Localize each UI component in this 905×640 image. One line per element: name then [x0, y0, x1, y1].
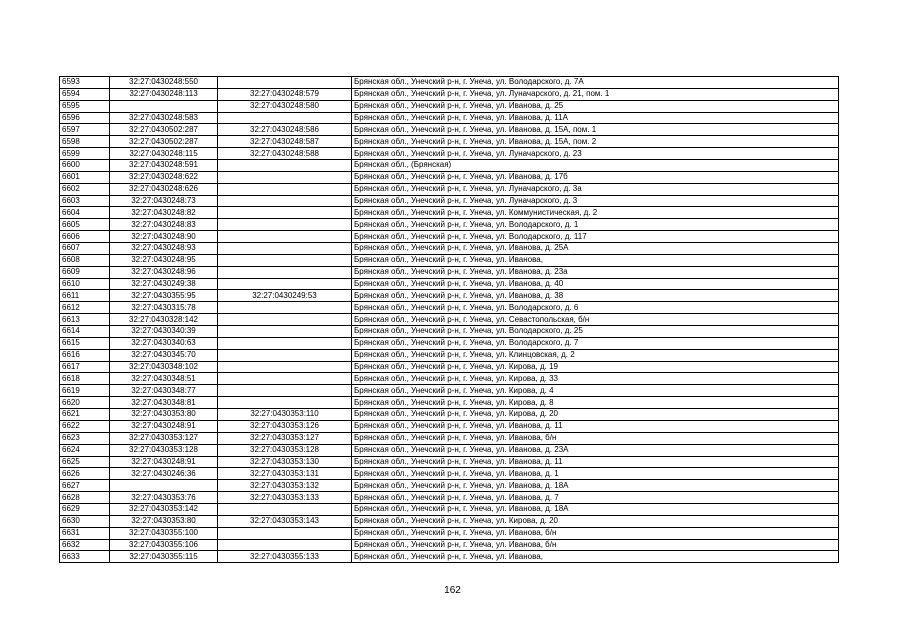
related-cadastral-number-cell: [218, 219, 352, 231]
address-cell: Брянская обл., Унечский р-н, г. Унеча, ул. Иванова, б/н: [352, 539, 839, 551]
related-cadastral-number-cell: [218, 539, 352, 551]
table-row: [60, 397, 839, 409]
cadastral-number-cell: 32:27:0430315:78: [110, 302, 218, 314]
address-cell: Брянская обл., Унечский р-н, г. Унеча, ул. Иванова, д. 25: [352, 100, 839, 112]
cadastral-number-cell: 32:27:0430248:91: [110, 420, 218, 432]
related-cadastral-number-cell: [218, 254, 352, 266]
related-cadastral-number-cell: [218, 527, 352, 539]
table-row: [60, 551, 839, 563]
cadastral-number-cell: 32:27:0430248:591: [110, 160, 218, 172]
related-cadastral-number-cell: 32:27:0430249:53: [218, 290, 352, 302]
address-cell: Брянская обл., Унечский р-н, г. Унеча, ул. Луначарского, д. 3а: [352, 183, 839, 195]
table-row: [60, 290, 839, 302]
table-row: [60, 243, 839, 255]
cadastral-number-cell: 32:27:0430249:38: [110, 278, 218, 290]
cadastral-number-cell: 32:27:0430248:91: [110, 456, 218, 468]
related-cadastral-number-cell: 32:27:0430353:133: [218, 492, 352, 504]
address-cell: Брянская обл., Унечский р-н, г. Унеча, ул. Кирова, д. 20: [352, 515, 839, 527]
row-number-cell: 6628: [60, 492, 110, 504]
row-number-cell: 6607: [60, 243, 110, 255]
cadastral-number-cell: 32:27:0430248:113: [110, 88, 218, 100]
cadastral-number-cell: 32:27:0430502:287: [110, 136, 218, 148]
related-cadastral-number-cell: 32:27:0430248:587: [218, 136, 352, 148]
cadastral-number-cell: 32:27:0430353:76: [110, 492, 218, 504]
table-row: [60, 503, 839, 515]
table-row: [60, 361, 839, 373]
cadastral-number-cell: 32:27:0430340:39: [110, 326, 218, 338]
row-number-cell: 6626: [60, 468, 110, 480]
address-cell: Брянская обл., Унечский р-н, г. Унеча, ул. Луначарского, д. 3: [352, 195, 839, 207]
address-cell: Брянская обл., Унечский р-н, г. Унеча, ул. Луначарского, д. 23: [352, 148, 839, 160]
cadastral-number-cell: 32:27:0430246:36: [110, 468, 218, 480]
row-number-cell: 6602: [60, 183, 110, 195]
table-row: [60, 373, 839, 385]
address-cell: Брянская обл., Унечский р-н, г. Унеча, ул. Луначарского, д. 21, пом. 1: [352, 88, 839, 100]
address-cell: Брянская обл., Унечский р-н, г. Унеча, ул. Кирова, д. 19: [352, 361, 839, 373]
cadastral-number-cell: 32:27:0430502:287: [110, 124, 218, 136]
cadastral-number-cell: 32:27:0430248:95: [110, 254, 218, 266]
row-number-cell: 6598: [60, 136, 110, 148]
row-number-cell: 6633: [60, 551, 110, 563]
cadastral-number-cell: 32:27:0430348:51: [110, 373, 218, 385]
address-cell: Брянская обл., Унечский р-н, г. Унеча, ул. Иванова, д. 11: [352, 420, 839, 432]
related-cadastral-number-cell: [218, 171, 352, 183]
related-cadastral-number-cell: 32:27:0430353:126: [218, 420, 352, 432]
row-number-cell: 6616: [60, 349, 110, 361]
table-row: [60, 468, 839, 480]
cadastral-number-cell: 32:27:0430248:90: [110, 231, 218, 243]
address-cell: Брянская обл., Унечский р-н, г. Унеча, ул. Иванова, д. 18А: [352, 480, 839, 492]
table-row: [60, 539, 839, 551]
related-cadastral-number-cell: [218, 231, 352, 243]
row-number-cell: 6604: [60, 207, 110, 219]
table-row: [60, 385, 839, 397]
related-cadastral-number-cell: 32:27:0430353:110: [218, 409, 352, 421]
cadastral-number-cell: 32:27:0430248:550: [110, 77, 218, 89]
related-cadastral-number-cell: 32:27:0430248:588: [218, 148, 352, 160]
address-cell: Брянская обл., Унечский р-н, г. Унеча, ул. Иванова, д. 17б: [352, 171, 839, 183]
cadastral-number-cell: [110, 480, 218, 492]
table-row: [60, 112, 839, 124]
related-cadastral-number-cell: [218, 112, 352, 124]
row-number-cell: 6631: [60, 527, 110, 539]
cadastral-number-cell: 32:27:0430353:142: [110, 503, 218, 515]
address-cell: Брянская обл., Унечский р-н, г. Унеча, ул. Володарского, д. 6: [352, 302, 839, 314]
table-row: [60, 314, 839, 326]
row-number-cell: 6620: [60, 397, 110, 409]
row-number-cell: 6624: [60, 444, 110, 456]
cadastral-number-cell: 32:27:0430328:142: [110, 314, 218, 326]
row-number-cell: 6603: [60, 195, 110, 207]
cadastral-number-cell: 32:27:0430348:102: [110, 361, 218, 373]
table-row: [60, 124, 839, 136]
table-row: [60, 254, 839, 266]
table-row: [60, 100, 839, 112]
row-number-cell: 6621: [60, 409, 110, 421]
related-cadastral-number-cell: [218, 337, 352, 349]
related-cadastral-number-cell: 32:27:0430248:586: [218, 124, 352, 136]
related-cadastral-number-cell: 32:27:0430248:579: [218, 88, 352, 100]
row-number-cell: 6596: [60, 112, 110, 124]
table-row: [60, 326, 839, 338]
table-row: [60, 444, 839, 456]
cadastral-number-cell: 32:27:0430340:63: [110, 337, 218, 349]
cadastral-number-cell: 32:27:0430248:83: [110, 219, 218, 231]
address-cell: Брянская обл., Унечский р-н, г. Унеча, ул. Иванова, д. 11А: [352, 112, 839, 124]
address-cell: Брянская обл., Унечский р-н, г. Унеча, ул. Кирова, д. 33: [352, 373, 839, 385]
address-cell: Брянская обл., Унечский р-н, г. Унеча, ул. Иванова, д. 15А, пом. 2: [352, 136, 839, 148]
cadastral-number-cell: 32:27:0430248:115: [110, 148, 218, 160]
related-cadastral-number-cell: [218, 314, 352, 326]
row-number-cell: 6599: [60, 148, 110, 160]
cadastral-number-cell: 32:27:0430353:80: [110, 515, 218, 527]
address-cell: Брянская обл., Унечский р-н, г. Унеча, ул. Иванова, д. 25А: [352, 243, 839, 255]
row-number-cell: 6630: [60, 515, 110, 527]
related-cadastral-number-cell: [218, 207, 352, 219]
related-cadastral-number-cell: [218, 349, 352, 361]
related-cadastral-number-cell: [218, 503, 352, 515]
address-cell: Брянская обл., Унечский р-н, г. Унеча, ул. Иванова, д. 7: [352, 492, 839, 504]
cadastral-number-cell: 32:27:0430248:82: [110, 207, 218, 219]
address-cell: Брянская обл., Унечский р-н, г. Унеча, ул. Кирова, д. 20: [352, 409, 839, 421]
table-row: [60, 278, 839, 290]
address-cell: Брянская обл., Унечский р-н, г. Унеча, ул. Севастопольская, б/н: [352, 314, 839, 326]
row-number-cell: 6595: [60, 100, 110, 112]
table-row: [60, 456, 839, 468]
address-cell: Брянская обл., Унечский р-н, г. Унеча, ул. Иванова, д. 23А: [352, 444, 839, 456]
table-row: [60, 302, 839, 314]
table-row: [60, 515, 839, 527]
property-registry-table: [59, 76, 839, 563]
cadastral-number-cell: 32:27:0430353:127: [110, 432, 218, 444]
address-cell: Брянская обл., Унечский р-н, г. Унеча, ул. Иванова, д. 1: [352, 468, 839, 480]
address-cell: Брянская обл., (Брянская): [352, 160, 839, 172]
table-row: [60, 266, 839, 278]
related-cadastral-number-cell: [218, 302, 352, 314]
cadastral-number-cell: 32:27:0430355:100: [110, 527, 218, 539]
related-cadastral-number-cell: [218, 385, 352, 397]
row-number-cell: 6625: [60, 456, 110, 468]
address-cell: Брянская обл., Унечский р-н, г. Унеча, ул. Кирова, д. 8: [352, 397, 839, 409]
table-row: [60, 195, 839, 207]
table-row: [60, 148, 839, 160]
cadastral-number-cell: 32:27:0430248:73: [110, 195, 218, 207]
table-row: [60, 492, 839, 504]
table-row: [60, 207, 839, 219]
table-row: [60, 420, 839, 432]
cadastral-number-cell: 32:27:0430248:93: [110, 243, 218, 255]
table-row: [60, 337, 839, 349]
table-row: [60, 231, 839, 243]
row-number-cell: 6619: [60, 385, 110, 397]
row-number-cell: 6601: [60, 171, 110, 183]
address-cell: Брянская обл., Унечский р-н, г. Унеча, ул. Иванова,: [352, 254, 839, 266]
address-cell: Брянская обл., Унечский р-н, г. Унеча, ул. Клинцовская, д. 2: [352, 349, 839, 361]
table-row: [60, 77, 839, 89]
address-cell: Брянская обл., Унечский р-н, г. Унеча, ул. Володарского, д. 25: [352, 326, 839, 338]
row-number-cell: 6629: [60, 503, 110, 515]
address-cell: Брянская обл., Унечский р-н, г. Унеча, ул. Иванова, д. 40: [352, 278, 839, 290]
address-cell: Брянская обл., Унечский р-н, г. Унеча, ул. Иванова, д. 38: [352, 290, 839, 302]
address-cell: Брянская обл., Унечский р-н, г. Унеча, ул. Иванова,: [352, 551, 839, 563]
cadastral-number-cell: 32:27:0430355:115: [110, 551, 218, 563]
table-row: [60, 349, 839, 361]
address-cell: Брянская обл., Унечский р-н, г. Унеча, ул. Кирова, д. 4: [352, 385, 839, 397]
address-cell: Брянская обл., Унечский р-н, г. Унеча, ул. Иванова, д. 23а: [352, 266, 839, 278]
table-row: [60, 409, 839, 421]
address-cell: Брянская обл., Унечский р-н, г. Унеча, ул. Володарского, д. 117: [352, 231, 839, 243]
row-number-cell: 6609: [60, 266, 110, 278]
row-number-cell: 6632: [60, 539, 110, 551]
address-cell: Брянская обл., Унечский р-н, г. Унеча, ул. Иванова, б/н: [352, 432, 839, 444]
related-cadastral-number-cell: [218, 77, 352, 89]
address-cell: Брянская обл., Унечский р-н, г. Унеча, ул. Иванова, д. 11: [352, 456, 839, 468]
row-number-cell: 6623: [60, 432, 110, 444]
row-number-cell: 6606: [60, 231, 110, 243]
address-cell: Брянская обл., Унечский р-н, г. Унеча, ул. Володарского, д. 7: [352, 337, 839, 349]
cadastral-number-cell: 32:27:0430348:77: [110, 385, 218, 397]
cadastral-number-cell: 32:27:0430248:583: [110, 112, 218, 124]
related-cadastral-number-cell: 32:27:0430248:580: [218, 100, 352, 112]
row-number-cell: 6605: [60, 219, 110, 231]
address-cell: Брянская обл., Унечский р-н, г. Унеча, ул. Володарского, д. 7А: [352, 77, 839, 89]
row-number-cell: 6608: [60, 254, 110, 266]
cadastral-number-cell: 32:27:0430355:106: [110, 539, 218, 551]
cadastral-number-cell: 32:27:0430248:626: [110, 183, 218, 195]
row-number-cell: 6618: [60, 373, 110, 385]
table-body: [60, 77, 839, 563]
table-row: [60, 136, 839, 148]
related-cadastral-number-cell: [218, 373, 352, 385]
related-cadastral-number-cell: 32:27:0430353:132: [218, 480, 352, 492]
address-cell: Брянская обл., Унечский р-н, г. Унеча, ул. Коммунистическая, д. 2: [352, 207, 839, 219]
cadastral-number-cell: 32:27:0430348:81: [110, 397, 218, 409]
related-cadastral-number-cell: [218, 278, 352, 290]
row-number-cell: 6594: [60, 88, 110, 100]
related-cadastral-number-cell: 32:27:0430353:130: [218, 456, 352, 468]
related-cadastral-number-cell: [218, 243, 352, 255]
related-cadastral-number-cell: 32:27:0430353:143: [218, 515, 352, 527]
row-number-cell: 6611: [60, 290, 110, 302]
related-cadastral-number-cell: [218, 397, 352, 409]
cadastral-number-cell: 32:27:0430248:622: [110, 171, 218, 183]
row-number-cell: 6614: [60, 326, 110, 338]
row-number-cell: 6612: [60, 302, 110, 314]
related-cadastral-number-cell: 32:27:0430355:133: [218, 551, 352, 563]
row-number-cell: 6627: [60, 480, 110, 492]
row-number-cell: 6600: [60, 160, 110, 172]
related-cadastral-number-cell: [218, 195, 352, 207]
address-cell: Брянская обл., Унечский р-н, г. Унеча, ул. Иванова, д. 18А: [352, 503, 839, 515]
cadastral-number-cell: 32:27:0430248:96: [110, 266, 218, 278]
address-cell: Брянская обл., Унечский р-н, г. Унеча, ул. Володарского, д. 1: [352, 219, 839, 231]
cadastral-number-cell: 32:27:0430355:95: [110, 290, 218, 302]
address-cell: Брянская обл., Унечский р-н, г. Унеча, ул. Иванова, б/н: [352, 527, 839, 539]
row-number-cell: 6597: [60, 124, 110, 136]
table-row: [60, 171, 839, 183]
table-row: [60, 160, 839, 172]
related-cadastral-number-cell: [218, 160, 352, 172]
related-cadastral-number-cell: [218, 361, 352, 373]
row-number-cell: 6593: [60, 77, 110, 89]
page-number: 162: [444, 585, 461, 596]
related-cadastral-number-cell: [218, 326, 352, 338]
table-row: [60, 480, 839, 492]
row-number-cell: 6622: [60, 420, 110, 432]
table-row: [60, 432, 839, 444]
row-number-cell: 6610: [60, 278, 110, 290]
cadastral-number-cell: 32:27:0430353:128: [110, 444, 218, 456]
related-cadastral-number-cell: 32:27:0430353:128: [218, 444, 352, 456]
cadastral-number-cell: 32:27:0430345:70: [110, 349, 218, 361]
row-number-cell: 6615: [60, 337, 110, 349]
table-row: [60, 219, 839, 231]
related-cadastral-number-cell: [218, 266, 352, 278]
row-number-cell: 6613: [60, 314, 110, 326]
table-row: [60, 183, 839, 195]
related-cadastral-number-cell: 32:27:0430353:127: [218, 432, 352, 444]
table-row: [60, 527, 839, 539]
related-cadastral-number-cell: 32:27:0430353:131: [218, 468, 352, 480]
row-number-cell: 6617: [60, 361, 110, 373]
related-cadastral-number-cell: [218, 183, 352, 195]
cadastral-number-cell: [110, 100, 218, 112]
table-row: [60, 88, 839, 100]
cadastral-number-cell: 32:27:0430353:80: [110, 409, 218, 421]
address-cell: Брянская обл., Унечский р-н, г. Унеча, ул. Иванова, д. 15А, пом. 1: [352, 124, 839, 136]
